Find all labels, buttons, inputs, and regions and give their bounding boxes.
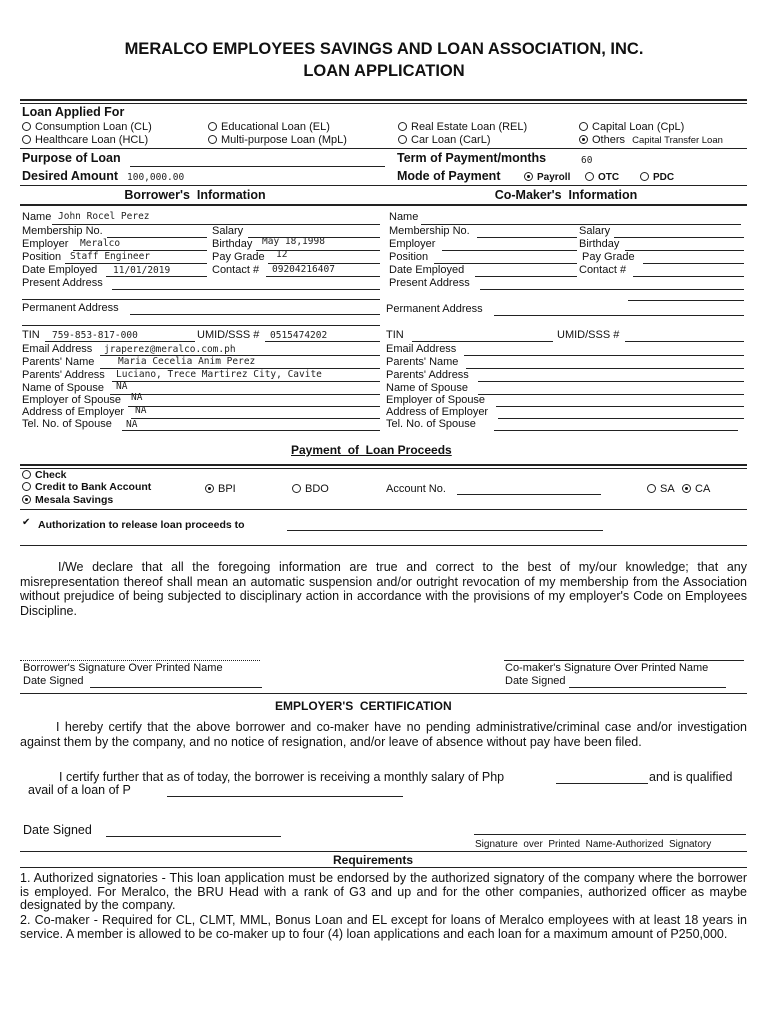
rule [20,545,747,546]
b-spouse-field[interactable] [110,394,380,395]
checkmark-icon: ✔ [22,517,31,528]
amount-value[interactable]: 100,000.00 [127,172,185,183]
c-spouse-employer-label: Employer of Spouse [386,394,486,406]
b-present-address-label: Present Address [22,277,103,289]
b-parents-address-label: Parents' Address [22,369,105,381]
radio-icon [398,122,407,131]
rule [20,693,747,694]
bank-bdo[interactable]: BDO [292,483,329,496]
c-membership-field[interactable] [477,237,577,238]
employer-date-field[interactable] [106,836,281,837]
mode-pdc[interactable]: PDC [640,171,674,184]
rule [20,851,747,852]
c-date-employed-label: Date Employed [389,264,465,276]
purpose-label: Purpose of Loan [22,151,121,165]
c-date-employed-field[interactable] [475,276,577,277]
b-spouse-value: NA [116,381,128,392]
mode-label: Mode of Payment [397,169,501,183]
b-spouse-employer-field[interactable] [128,406,380,407]
borrower-info-title: Borrower's Information [124,188,266,202]
b-paygrade-label: Pay Grade [212,251,265,263]
rule [20,867,747,868]
top-rule-2 [20,103,747,104]
employer-cert-para2: I certify further that as of today, the borrower is receiving a monthly salary of Php [59,770,505,784]
comaker-signature-label: Co-maker's Signature Over Printed Name [505,662,709,674]
b-tin-value: 759-853-817-000 [52,330,138,341]
radio-icon [579,122,588,131]
c-present-address-field-2[interactable] [628,300,744,301]
c-parents-name-field[interactable] [466,368,744,369]
c-email-field[interactable] [464,355,744,356]
radio-icon [22,470,31,479]
loan-option-others[interactable]: Others Capital Transfer Loan [579,134,723,147]
borrower-date-label: Date Signed [23,675,84,687]
account-type-sa[interactable]: SA [647,483,675,496]
borrower-signature-line[interactable] [20,660,260,661]
c-salary-field[interactable] [614,237,744,238]
b-spouse-tel-label: Tel. No. of Spouse [22,418,112,430]
radio-icon [22,135,31,144]
b-parents-address-field[interactable] [112,381,380,382]
doc-title: LOAN APPLICATION [303,62,465,80]
c-permanent-address-field[interactable] [494,315,744,316]
b-salary-label: Salary [212,225,244,237]
b-employer-address-field[interactable] [131,418,380,419]
comaker-signature-line[interactable] [504,660,744,661]
rule [20,204,747,206]
c-spouse-field[interactable] [478,394,744,395]
radio-icon [398,135,407,144]
amount-label: Desired Amount [22,169,119,183]
mode-payroll[interactable]: Payroll [524,171,570,184]
c-email-label: Email Address [386,343,457,355]
b-birthday-label: Birthday [212,238,253,250]
requirement-2: 2. Co-maker - Required for CL, CLMT, MML, Bonus Loan and EL except for loans of Meralco employees with at least 18 years in service. A member is allowed to be co-maker up to four (4) loan applications and each loan for a maximum amount of P250,000. [20,913,747,941]
b-membership-field[interactable] [107,237,207,238]
b-parents-name-value: Maria Cecelia Anim Perez [118,356,256,367]
c-employer-field[interactable] [442,250,577,251]
b-tin-field[interactable] [45,341,195,342]
c-birthday-label: Birthday [579,238,620,250]
signatory-line[interactable] [474,834,746,835]
employer-date-label: Date Signed [23,823,92,837]
rule [20,464,747,466]
b-umid-label: UMID/SSS # [197,329,260,341]
rule [20,148,747,149]
top-rule [20,99,747,101]
c-contact-field[interactable] [633,276,744,277]
b-permanent-address-label: Permanent Address [22,302,119,314]
rule [20,468,747,469]
employer-cert-title: EMPLOYER'S CERTIFICATION [275,699,452,713]
term-value[interactable]: 60 [581,155,593,166]
c-parents-name-label: Parents' Name [386,356,459,368]
comaker-date-field[interactable] [569,687,726,688]
employer-cert-para1: I hereby certify that the above borrower and co-maker have no pending administrative/criminal case and/or investigation against them by the company, and no notice of resignation, and/or leave of absence without pay have been filed. [20,720,747,749]
b-employer-value: Meralco [80,238,121,249]
b-permanent-address-field[interactable] [130,314,380,315]
radio-icon [22,482,31,491]
radio-selected-icon [205,484,214,493]
b-date-employed-value: 11/01/2019 [113,265,171,276]
borrower-signature-label: Borrower's Signature Over Printed Name [23,662,223,674]
loan-option-cl[interactable]: Consumption Loan (CL) [22,121,152,134]
c-present-address-label: Present Address [389,277,470,289]
c-present-address-field[interactable] [480,289,744,290]
b-birthday-field[interactable] [256,250,380,251]
b-birthday-value: May 18,1998 [262,236,325,247]
c-parents-address-label: Parents' Address [386,369,469,381]
b-permanent-address-field-2[interactable] [22,325,380,326]
term-label: Term of Payment/months [397,151,547,165]
radio-selected-icon [579,135,588,144]
radio-icon [208,135,217,144]
loan-option-cpl[interactable]: Capital Loan (CpL) [579,121,684,134]
employer-cert-para2-line2: avail of a loan of P [28,783,131,797]
c-paygrade-label: Pay Grade [582,251,635,263]
auth-label: Authorization to release loan proceeds to [38,519,245,531]
c-employer-address-label: Address of Employer [386,406,489,418]
loan-amount-field[interactable] [167,796,403,797]
account-no-label: Account No. [386,483,446,495]
loan-option-rel[interactable]: Real Estate Loan (REL) [398,121,527,134]
b-employer-address-value: NA [135,405,147,416]
b-contact-value: 09204216407 [272,264,335,275]
c-umid-label: UMID/SSS # [557,329,620,341]
radio-icon [647,484,656,493]
b-spouse-tel-value: NA [126,419,138,430]
b-membership-label: Membership No. [22,225,103,237]
borrower-date-field[interactable] [90,687,262,688]
requirement-1: 1. Authorized signatories - This loan application must be endorsed by the authorized signatory of the company where the borrower is employed. For Meralco, the BRU Head with a rank of G3 and up and for the other companies, authorized officer as maybe designated by the company. [20,871,747,912]
b-date-employed-label: Date Employed [22,264,98,276]
c-position-label: Position [389,251,429,263]
b-position-value: Staff Engineer [70,251,151,262]
c-employer-address-field[interactable] [498,418,744,419]
pay-check[interactable]: Check [22,469,67,482]
comaker-info-title: Co-Maker's Information [494,188,638,202]
c-tin-label: TIN [386,329,404,341]
others-detail: Capital Transfer Loan [632,135,723,146]
loan-option-mpl[interactable]: Multi-purpose Loan (MpL) [208,134,347,147]
c-parents-address-field[interactable] [478,381,744,382]
c-spouse-label: Name of Spouse [386,382,468,394]
b-spouse-tel-field[interactable] [122,430,380,431]
radio-icon [292,484,301,493]
b-contact-label: Contact # [212,264,260,276]
b-email-label: Email Address [22,343,93,355]
b-position-label: Position [22,251,62,263]
c-umid-field[interactable] [625,341,744,342]
b-contact-field[interactable] [266,276,380,277]
b-spouse-employer-label: Employer of Spouse [22,394,122,406]
rule [20,509,747,510]
radio-icon [640,172,649,181]
account-type-ca[interactable]: CA [682,483,710,496]
b-spouse-label: Name of Spouse [22,382,104,394]
requirements-title: Requirements [333,853,414,867]
b-name-label: Name [22,211,52,223]
b-paygrade-value: 12 [276,249,288,260]
b-present-address-field-2[interactable] [22,299,380,300]
c-tin-field[interactable] [412,341,553,342]
c-spouse-employer-field[interactable] [496,406,744,407]
c-spouse-tel-field[interactable] [494,430,738,431]
purpose-field[interactable] [130,166,385,167]
rule [20,185,747,186]
signatory-label: Signature over Printed Name-Authorized Signatory [475,839,712,850]
account-no-field[interactable] [457,494,601,495]
pay-credit-bank[interactable]: Credit to Bank Account [22,481,151,494]
radio-icon [585,172,594,181]
loan-applied-title: Loan Applied For [22,105,125,119]
c-birthday-field[interactable] [625,250,744,251]
c-employer-label: Employer [389,238,436,250]
b-spouse-employer-value: NA [131,392,143,403]
auth-field[interactable] [287,530,603,531]
radio-selected-icon [524,172,533,181]
b-parents-name-label: Parents' Name [22,356,95,368]
comaker-date-label: Date Signed [505,675,566,687]
b-name-value: John Rocel Perez [58,211,150,222]
radio-selected-icon [682,484,691,493]
c-contact-label: Contact # [579,264,627,276]
c-membership-label: Membership No. [389,225,470,237]
c-name-label: Name [389,211,419,223]
radio-icon [208,122,217,131]
mode-otc[interactable]: OTC [585,171,619,184]
b-present-address-field[interactable] [112,289,380,290]
pay-mesala-savings[interactable]: Mesala Savings [22,494,113,507]
loan-option-carl[interactable]: Car Loan (CarL) [398,134,490,147]
b-email-value: jraperez@meralco.com.ph [104,344,236,355]
b-tin-label: TIN [22,329,40,341]
radio-icon [22,122,31,131]
radio-selected-icon [22,495,31,504]
b-umid-value: 0515474202 [270,330,328,341]
bank-bpi[interactable]: BPI [205,483,236,496]
b-date-employed-field[interactable] [106,276,207,277]
c-salary-label: Salary [579,225,611,237]
b-employer-label: Employer [22,238,69,250]
c-spouse-tel-label: Tel. No. of Spouse [386,418,476,430]
payment-title: Payment of Loan Proceeds [291,443,452,457]
b-umid-field[interactable] [265,341,380,342]
b-employer-address-label: Address of Employer [22,406,125,418]
declaration-text: I/We declare that all the foregoing information are true and correct to the best of my/our knowledge; that any misrepresentation thereof shall mean an automatic suspension and/or outright revocation of my membership from the Association without prejudice of being subjected to disciplinary action in accordance with the provisions of my employer's Code on Employees Discipline. [20,560,747,618]
loan-option-el[interactable]: Educational Loan (EL) [208,121,330,134]
employer-cert-para2-end: and is qualified [649,770,733,784]
c-paygrade-field[interactable] [643,263,744,264]
c-permanent-address-label: Permanent Address [386,303,483,315]
loan-option-hcl[interactable]: Healthcare Loan (HCL) [22,134,148,147]
org-title: MERALCO EMPLOYEES SAVINGS AND LOAN ASSOCIATION, INC. [124,40,644,58]
monthly-salary-field[interactable] [556,783,648,784]
b-parents-address-value: Luciano, Trece Martirez City, Cavite [116,369,322,380]
